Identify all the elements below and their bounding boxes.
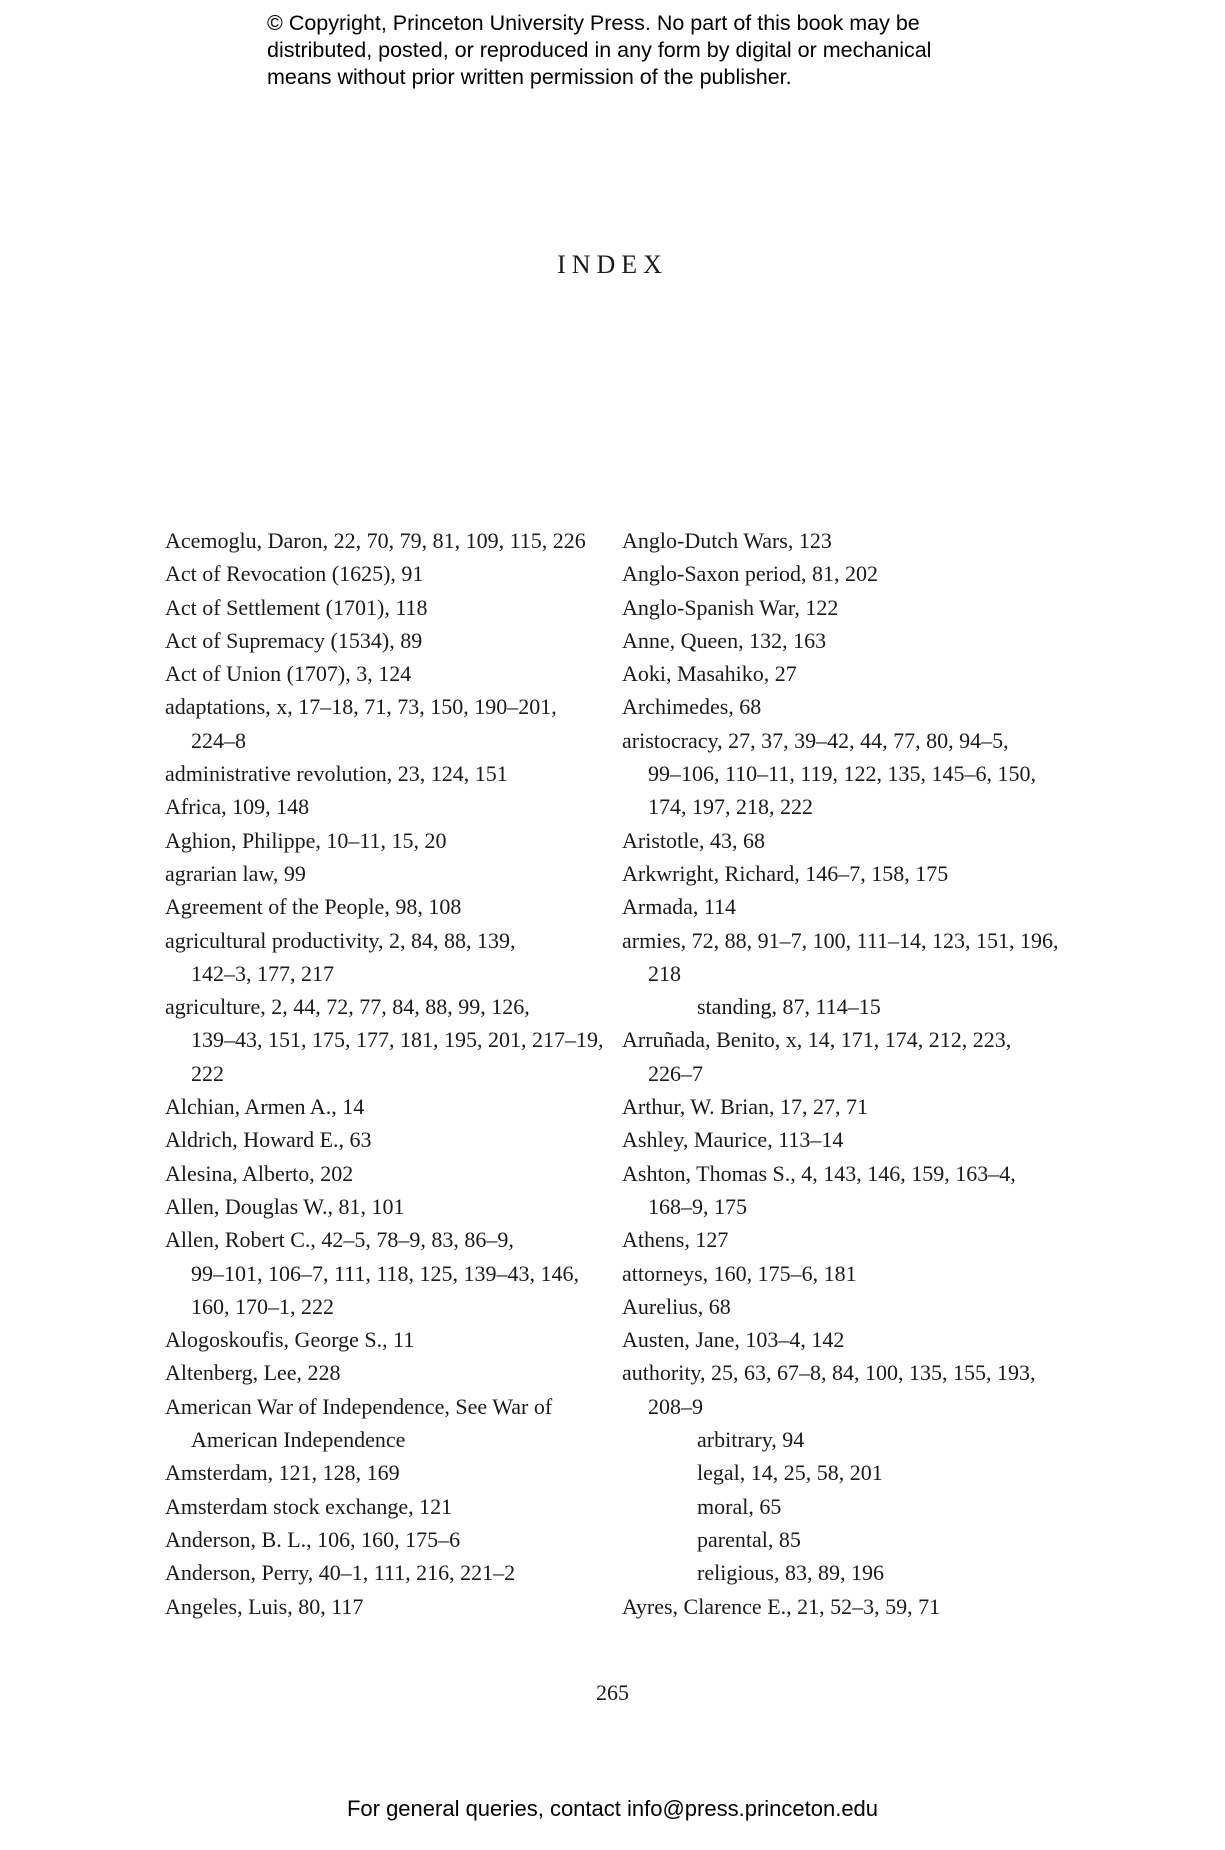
page-number: 265	[596, 1680, 629, 1705]
index-entry: Acemoglu, Daron, 22, 70, 79, 81, 109, 115, 226	[165, 528, 586, 553]
index-entry-continuation: 142–3, 177, 217	[191, 960, 334, 986]
index-entry: American War of Independence, See War of	[165, 1393, 553, 1419]
index-entry: Anglo-Spanish War, 122	[622, 594, 839, 620]
index-column-right	[622, 524, 1059, 1623]
copyright-line: © Copyright, Princeton University Press. No part of this book may be	[267, 11, 920, 35]
index-entry: Aristotle, 43, 68	[622, 827, 765, 853]
index-subentry: arbitrary, 94	[697, 1427, 805, 1453]
index-entry-continuation: American Independence	[191, 1427, 406, 1453]
index-entry-continuation: 99–106, 110–11, 119, 122, 135, 145–6, 150,	[648, 761, 1037, 787]
index-entry: Agreement of the People, 98, 108	[165, 894, 462, 920]
index-entry: Anne, Queen, 132, 163	[622, 627, 827, 653]
index-entry: Ashton, Thomas S., 4, 143, 146, 159, 163–4,	[622, 1160, 1016, 1186]
index-entry: agriculture, 2, 44, 72, 77, 84, 88, 99, 126,	[165, 994, 530, 1020]
index-entry: Anderson, Perry, 40–1, 111, 216, 221–2	[165, 1560, 516, 1586]
index-entry: adaptations, x, 17–18, 71, 73, 150, 190–201,	[165, 694, 557, 720]
index-entry-continuation: 99–101, 106–7, 111, 118, 125, 139–43, 146,	[191, 1260, 580, 1286]
footer-contact: For general queries, contact info@press.princeton.edu	[346, 1796, 879, 1821]
index-entry: armies, 72, 88, 91–7, 100, 111–14, 123, 151, 196,	[622, 927, 1059, 953]
index-entry: Arthur, W. Brian, 17, 27, 71	[622, 1094, 868, 1120]
index-entry-continuation: 168–9, 175	[648, 1193, 747, 1219]
index-entry: Ashley, Maurice, 113–14	[622, 1127, 844, 1153]
index-entry: Alesina, Alberto, 202	[165, 1160, 354, 1186]
index-column-left	[165, 524, 604, 1623]
index-subentry: moral, 65	[697, 1493, 782, 1519]
index-entry-continuation: 218	[648, 960, 681, 986]
index-entry: Amsterdam stock exchange, 121	[165, 1493, 453, 1519]
index-entry: agricultural productivity, 2, 84, 88, 139,	[165, 927, 516, 953]
index-subentry: legal, 14, 25, 58, 201	[697, 1460, 883, 1486]
copyright-notice	[267, 10, 1027, 91]
index-entry: Altenberg, Lee, 228	[165, 1360, 341, 1386]
index-entry: Angeles, Luis, 80, 117	[165, 1593, 364, 1619]
index-entry: Anglo-Saxon period, 81, 202	[622, 561, 879, 587]
index-entry-continuation: 226–7	[648, 1060, 703, 1086]
index-entry: Africa, 109, 148	[165, 794, 310, 820]
index-entry-continuation: 224–8	[191, 727, 246, 753]
index-entry: Arruñada, Benito, x, 14, 171, 174, 212, 223,	[622, 1027, 1012, 1053]
index-entry: Austen, Jane, 103–4, 142	[622, 1327, 845, 1353]
index-entry: Allen, Douglas W., 81, 101	[165, 1193, 405, 1219]
index-entry: Act of Revocation (1625), 91	[165, 561, 424, 587]
copyright-line: distributed, posted, or reproduced in any form by digital or mechanical	[267, 38, 932, 62]
index-subentry: parental, 85	[697, 1526, 801, 1552]
index-entry: Allen, Robert C., 42–5, 78–9, 83, 86–9,	[165, 1227, 514, 1253]
index-entry: Act of Settlement (1701), 118	[165, 594, 428, 620]
index-entry: Alogoskoufis, George S., 11	[165, 1327, 415, 1353]
index-entry-continuation: 208–9	[648, 1393, 703, 1419]
index-entry: Aldrich, Howard E., 63	[165, 1127, 372, 1153]
index-entry-continuation: 139–43, 151, 175, 177, 181, 195, 201, 217–19,	[191, 1027, 604, 1053]
page-title: INDEX	[557, 250, 668, 279]
copyright-line: means without prior written permission of the publisher.	[267, 65, 792, 89]
index-entry: Aurelius, 68	[622, 1293, 731, 1319]
index-entry: administrative revolution, 23, 124, 151	[165, 761, 508, 787]
index-entry: aristocracy, 27, 37, 39–42, 44, 77, 80, 94–5,	[622, 727, 1009, 753]
index-subentry: standing, 87, 114–15	[697, 994, 881, 1020]
index-entry-continuation: 174, 197, 218, 222	[648, 794, 813, 820]
index-entry: Armada, 114	[622, 894, 737, 920]
index-entry: Amsterdam, 121, 128, 169	[165, 1460, 400, 1486]
index-entry: Arkwright, Richard, 146–7, 158, 175	[622, 860, 949, 886]
index-entry: Athens, 127	[622, 1227, 729, 1253]
index-entry: Anglo-Dutch Wars, 123	[622, 528, 832, 553]
index-entry: Act of Supremacy (1534), 89	[165, 627, 423, 653]
index-entry: attorneys, 160, 175–6, 181	[622, 1260, 857, 1286]
index-subentry: religious, 83, 89, 196	[697, 1560, 884, 1586]
index-entry: Archimedes, 68	[622, 694, 762, 720]
index-entry: agrarian law, 99	[165, 860, 306, 886]
index-entry: Ayres, Clarence E., 21, 52–3, 59, 71	[622, 1593, 941, 1619]
index-entry: Act of Union (1707), 3, 124	[165, 661, 412, 687]
index-entry: authority, 25, 63, 67–8, 84, 100, 135, 155, 193,	[622, 1360, 1036, 1386]
index-entry-continuation: 222	[191, 1060, 224, 1086]
index-entry: Alchian, Armen A., 14	[165, 1094, 365, 1120]
index-entry: Aoki, Masahiko, 27	[622, 661, 797, 687]
index-entry: Anderson, B. L., 106, 160, 175–6	[165, 1526, 461, 1552]
index-entry: Aghion, Philippe, 10–11, 15, 20	[165, 827, 447, 853]
index-entry-continuation: 160, 170–1, 222	[191, 1293, 334, 1319]
